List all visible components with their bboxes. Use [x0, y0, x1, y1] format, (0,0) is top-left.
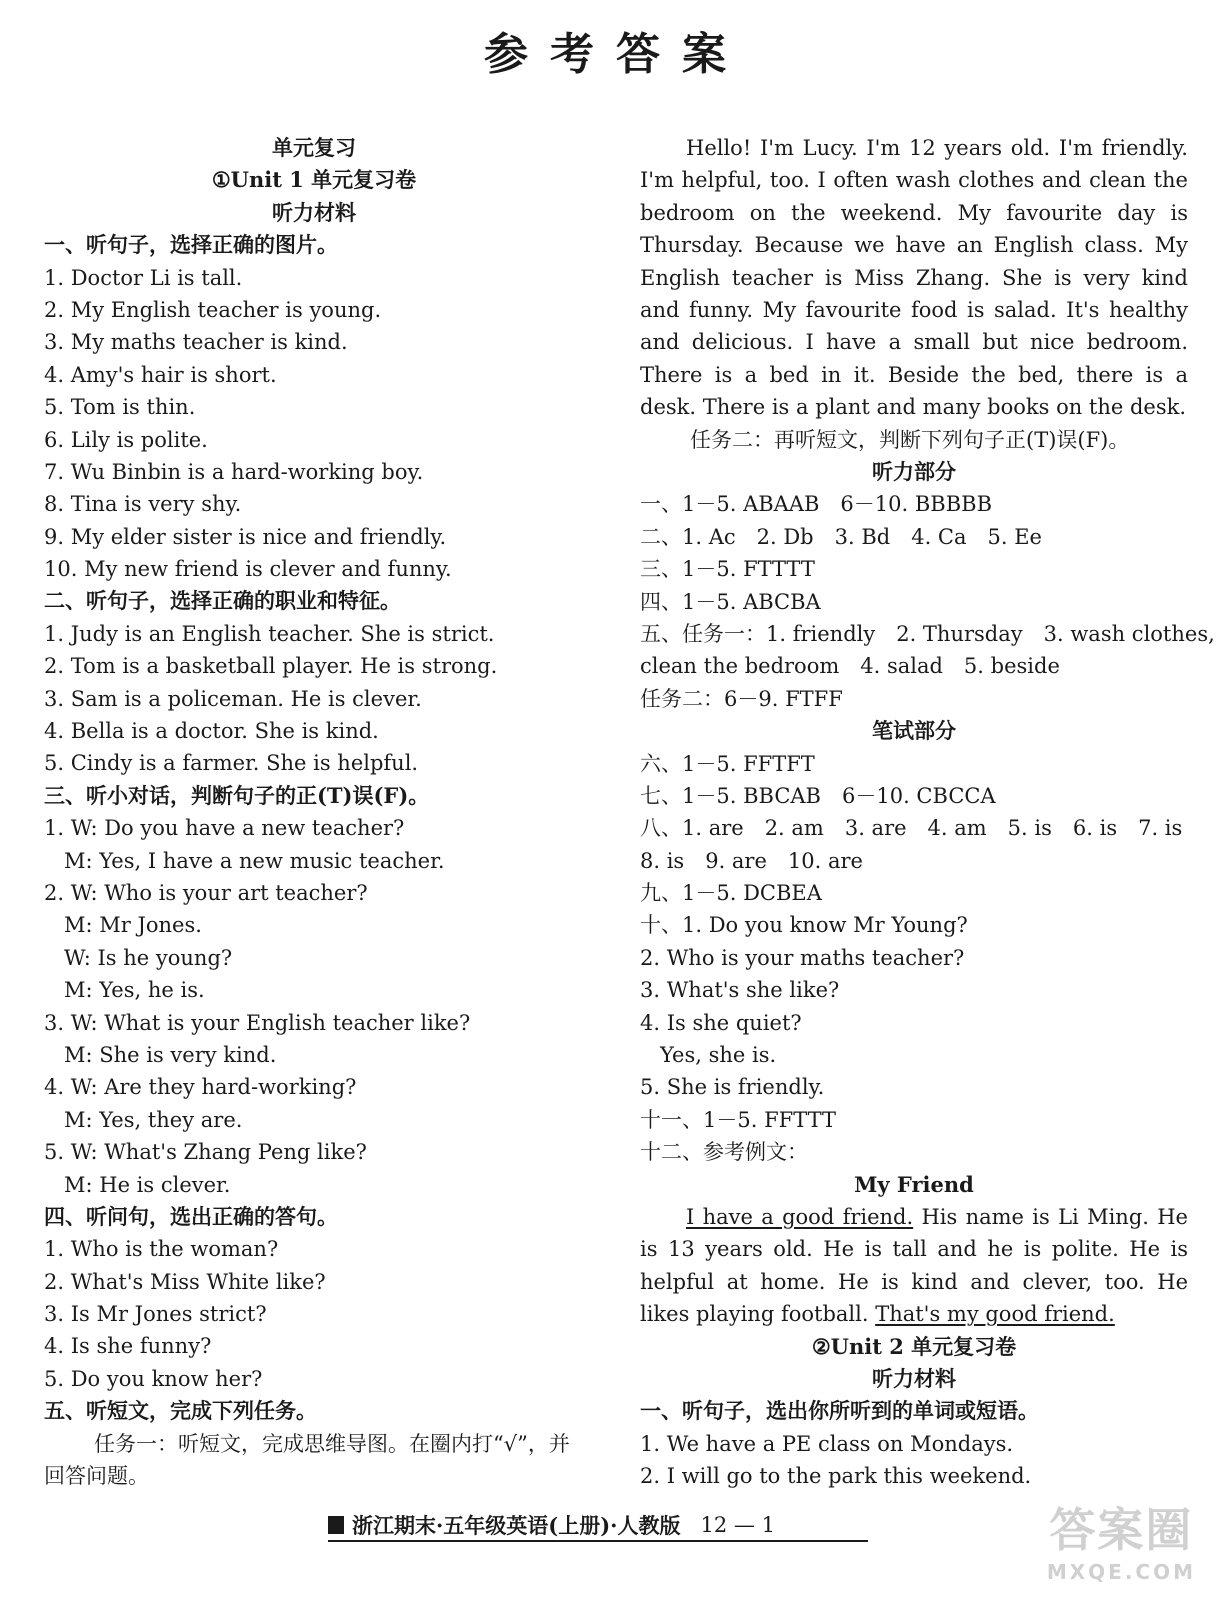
listening-material-heading: 听力材料 — [872, 1365, 956, 1391]
section-heading: 四、听问句，选出正确的答句。 — [44, 1203, 338, 1229]
list-item: 1. We have a PE class on Mondays. — [640, 1431, 1014, 1456]
answer-line: 四、1－5. ABCBA — [640, 589, 821, 614]
dialogue-line: 5. W: What's Zhang Peng like? — [44, 1140, 367, 1165]
dialogue-line: 2. W: Who is your art teacher? — [44, 880, 368, 905]
answer-line: 5. She is friendly. — [640, 1075, 825, 1100]
list-item: 2. My English teacher is young. — [44, 297, 382, 322]
watermark-logo — [1047, 1494, 1196, 1584]
dialogue-line: 1. W: Do you have a new teacher? — [44, 816, 405, 841]
essay-underlined-closing: That's my good friend. — [875, 1302, 1115, 1327]
dialogue-line: M: Mr Jones. — [64, 913, 202, 938]
essay-body: His name is Li Ming. He is 13 years old. He is tall and he is polite. He is helpful at home. He is kind and clever, too. He likes playing football. — [640, 1204, 1188, 1327]
page-footer — [328, 1510, 868, 1542]
list-item: 10. My new friend is clever and funny. — [44, 557, 452, 582]
watermark-cn: 答案圈 — [1049, 1503, 1194, 1557]
section-heading: 一、听句子，选择正确的图片。 — [44, 232, 338, 258]
task-text: 任务一：听短文，完成思维导图。在圈内打“√”，并 — [94, 1431, 570, 1456]
answer-line: 2. Who is your maths teacher? — [640, 945, 965, 970]
written-part-heading: 笔试部分 — [872, 718, 956, 744]
section-heading: 三、听小对话，判断句子的正(T)误(F)。 — [44, 782, 430, 808]
list-item: 3. My maths teacher is kind. — [44, 330, 348, 355]
essay-underlined-opening: I have a good friend. — [686, 1204, 914, 1229]
answer-line: 八、1. are 2. am 3. are 4. am 5. is 6. is 7. is — [640, 816, 1183, 841]
answer-line: 五、任务一：1. friendly 2. Thursday 3. wash clothes, — [640, 621, 1215, 646]
list-item: 4. Is she funny? — [44, 1334, 212, 1359]
answer-line: Yes, she is. — [660, 1043, 777, 1068]
unit2-title: ②Unit 2 单元复习卷 — [811, 1333, 1017, 1359]
list-item: 3. Is Mr Jones strict? — [44, 1302, 267, 1327]
footer-square-icon — [328, 1516, 344, 1534]
list-item: 3. Sam is a policeman. He is clever. — [44, 686, 422, 711]
list-item: 4. Bella is a doctor. She is kind. — [44, 719, 379, 744]
answer-line: 六、1－5. FFTFT — [640, 751, 815, 776]
essay-paragraph — [640, 1201, 1188, 1331]
list-item: 9. My elder sister is nice and friendly. — [44, 524, 447, 549]
answer-line: 3. What's she like? — [640, 978, 840, 1003]
section-heading: 一、听句子，选出你所听到的单词或短语。 — [640, 1398, 1039, 1424]
answer-line: 二、1. Ac 2. Db 3. Bd 4. Ca 5. Ee — [640, 524, 1042, 549]
unit-review-heading: 单元复习 — [272, 135, 356, 160]
list-item: 5. Do you know her? — [44, 1366, 263, 1391]
section-heading: 五、听短文，完成下列任务。 — [44, 1398, 317, 1424]
list-item: 2. Tom is a basketball player. He is strong. — [44, 654, 498, 679]
right-column — [640, 132, 1215, 1493]
list-item: 6. Lily is polite. — [44, 427, 208, 452]
left-column — [44, 132, 584, 1492]
answer-line: 8. is 9. are 10. are — [640, 848, 863, 873]
dialogue-line: M: Yes, he is. — [64, 978, 205, 1003]
dialogue-line: M: Yes, they are. — [64, 1107, 243, 1132]
answer-line: 九、1－5. DCBEA — [640, 881, 822, 906]
list-item: 1. Who is the woman? — [44, 1237, 279, 1262]
list-item: 5. Tom is thin. — [44, 395, 196, 420]
unit1-title: ①Unit 1 单元复习卷 — [211, 167, 417, 193]
list-item: 4. Amy's hair is short. — [44, 362, 277, 387]
listening-material-heading: 听力材料 — [272, 199, 356, 225]
dialogue-line: M: Yes, I have a new music teacher. — [64, 848, 445, 873]
task2-text: 任务二：再听短文，判断下列句子正(T)误(F)。 — [690, 427, 1130, 452]
answer-line: 三、1－5. FTTTT — [640, 557, 815, 582]
dialogue-line: M: She is very kind. — [64, 1042, 277, 1067]
dialogue-line: 3. W: What is your English teacher like? — [44, 1010, 471, 1035]
answer-line: 十、1. Do you know Mr Young? — [640, 913, 968, 938]
dialogue-line: W: Is he young? — [64, 945, 233, 970]
essay-title: My Friend — [854, 1171, 974, 1197]
answer-line: 4. Is she quiet? — [640, 1010, 802, 1035]
listening-part-heading: 听力部分 — [872, 458, 956, 484]
list-item: 5. Cindy is a farmer. She is helpful. — [44, 751, 419, 776]
watermark-en: MXQE.COM — [1046, 1560, 1196, 1584]
answer-line: 十二、参考例文： — [640, 1140, 808, 1165]
section-heading: 二、听句子，选择正确的职业和特征。 — [44, 588, 401, 614]
dialogue-line: M: He is clever. — [64, 1172, 231, 1197]
answer-line: 七、1－5. BBCAB 6－10. CBCCA — [640, 783, 996, 808]
list-item: 1. Judy is an English teacher. She is strict. — [44, 621, 495, 646]
list-item: 2. What's Miss White like? — [44, 1269, 326, 1294]
answer-line: 十一、1－5. FFTTT — [640, 1107, 837, 1132]
page-title: 参考答案 — [484, 29, 748, 80]
dialogue-line: 4. W: Are they hard-working? — [44, 1075, 357, 1100]
list-item: 8. Tina is very shy. — [44, 492, 242, 517]
page-number: 12 — 1 — [700, 1513, 775, 1537]
list-item: 7. Wu Binbin is a hard-working boy. — [44, 459, 424, 484]
list-item: 1. Doctor Li is tall. — [44, 265, 243, 290]
answer-line: clean the bedroom 4. salad 5. beside — [640, 654, 1060, 679]
listening-passage: Hello! I'm Lucy. I'm 12 years old. I'm friendly. I'm helpful, too. I often wash clothes and clean the bedroom on the weekend. My favourite day is Thursday. Because we have an English class. My English teacher is Miss Zhang. She is very kind and funny. My favourite food is salad. It's healthy and delicious. I have a small but nice bedroom. There is a bed in it. Beside the bed, there is a desk. There is a plant and many books on the desk. — [640, 136, 1188, 420]
footer-book-title: 浙江期末·五年级英语(上册)·人教版 — [352, 1513, 681, 1538]
task-text: 回答问题。 — [44, 1464, 149, 1489]
answer-line: 一、1－5. ABAAB 6－10. BBBBB — [640, 492, 993, 517]
list-item: 2. I will go to the park this weekend. — [640, 1464, 1032, 1489]
answer-line: 任务二：6－9. FTFF — [640, 686, 843, 711]
